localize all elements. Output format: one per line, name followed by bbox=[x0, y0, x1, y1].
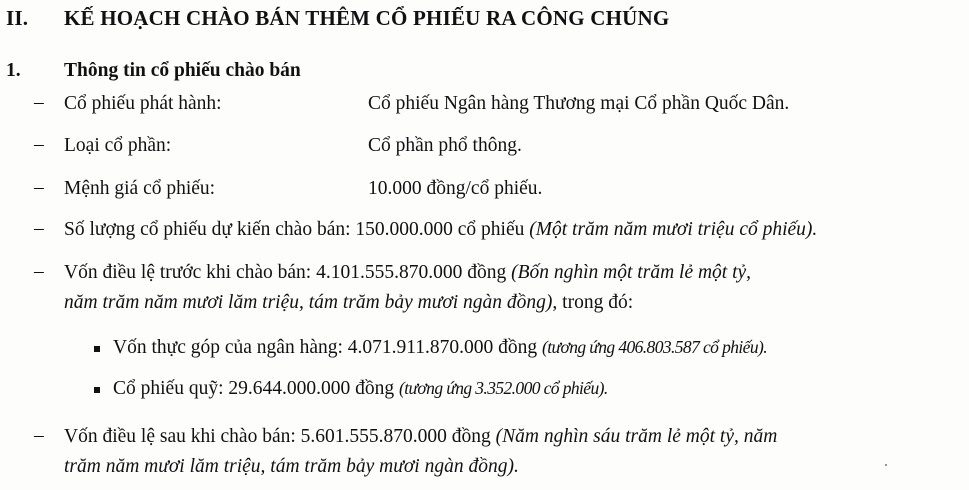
subsection-title: Thông tin cổ phiếu chào bán bbox=[64, 60, 301, 81]
item-label: Mệnh giá cổ phiếu: bbox=[64, 178, 216, 199]
item-text-italic: (Một trăm năm mươi triệu cổ phiếu). bbox=[529, 219, 818, 240]
item-text bbox=[64, 425, 777, 449]
square-bullet-icon bbox=[94, 387, 100, 393]
bullet-dash: – bbox=[34, 261, 44, 282]
bullet-dash: – bbox=[34, 134, 44, 155]
bullet-dash: – bbox=[34, 218, 44, 239]
sub-item-italic: (tương ứng 406.803.587 cổ phiếu). bbox=[542, 337, 767, 357]
bullet-dash: – bbox=[34, 92, 44, 113]
item-label: Cổ phiếu phát hành: bbox=[64, 93, 222, 114]
sub-item-text bbox=[113, 376, 608, 401]
item-text-regular: Vốn điều lệ sau khi chào bán: 5.601.555.870.000 đồng bbox=[64, 426, 496, 447]
item-text-italic: năm trăm năm mươi lăm triệu, tám trăm bảy mươi ngàn đồng) bbox=[64, 292, 553, 313]
section-title: KẾ HOẠCH CHÀO BÁN THÊM CỔ PHIẾU RA CÔNG CHÚNG bbox=[64, 6, 670, 30]
sub-item-italic: (tương ứng 3.352.000 cổ phiếu). bbox=[399, 378, 608, 398]
item-text-italic: (Năm nghìn sáu trăm lẻ một tỷ, năm bbox=[495, 426, 778, 447]
item-text-regular: Số lượng cổ phiếu dự kiến chào bán: 150.000.000 cổ phiếu bbox=[64, 219, 530, 240]
item-text-continued bbox=[64, 455, 519, 479]
scan-speck bbox=[885, 464, 887, 466]
item-text-italic: trăm năm mươi lăm triệu, tám trăm bảy mươi ngàn đồng). bbox=[64, 456, 519, 477]
item-text-tail: , trong đó: bbox=[552, 292, 634, 313]
item-text-continued bbox=[64, 291, 633, 315]
section-number: II. bbox=[6, 6, 29, 30]
item-text bbox=[64, 261, 751, 285]
item-label: Loại cổ phần: bbox=[64, 135, 172, 156]
subsection-number: 1. bbox=[6, 60, 21, 81]
item-value: Cổ phiếu Ngân hàng Thương mại Cổ phần Quốc Dân. bbox=[368, 93, 790, 114]
sub-item-regular: Vốn thực góp của ngân hàng: 4.071.911.870.000 đồng bbox=[113, 337, 543, 358]
bullet-dash: – bbox=[34, 425, 44, 446]
sub-item-text bbox=[113, 335, 767, 360]
item-value: 10.000 đồng/cổ phiếu. bbox=[368, 178, 543, 199]
item-text-regular: Vốn điều lệ trước khi chào bán: 4.101.555.870.000 đồng bbox=[64, 262, 512, 283]
sub-item-regular: Cổ phiếu quỹ: 29.644.000.000 đồng bbox=[113, 378, 399, 399]
bullet-dash: – bbox=[34, 177, 44, 198]
item-text bbox=[64, 218, 817, 242]
item-value: Cổ phần phổ thông. bbox=[368, 135, 522, 156]
square-bullet-icon bbox=[94, 346, 100, 352]
item-text-italic: (Bốn nghìn một trăm lẻ một tỷ, bbox=[511, 262, 752, 283]
